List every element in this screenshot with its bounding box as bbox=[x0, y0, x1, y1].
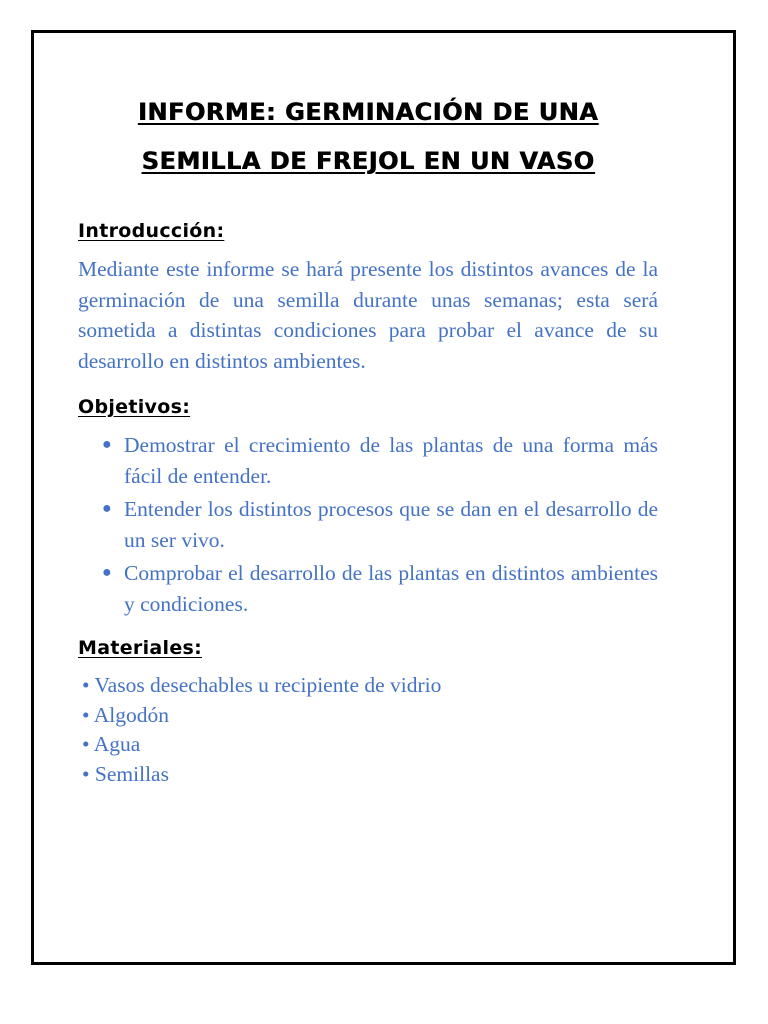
document-body bbox=[78, 66, 658, 789]
heading-objetivos: Objetivos: bbox=[78, 396, 191, 418]
bullet-icon: ● bbox=[102, 500, 112, 517]
bullet-icon: ● bbox=[102, 564, 112, 581]
objetivo-text: Comprobar el desarrollo de las plantas en distintos ambientes y condiciones. bbox=[124, 561, 658, 616]
document-title bbox=[78, 88, 658, 186]
objetivo-text: Demostrar el crecimiento de las plantas de una forma más fácil de entender. bbox=[124, 433, 658, 488]
heading-introduccion: Introducción: bbox=[78, 220, 225, 242]
objetivo-text: Entender los distintos procesos que se dan en el desarrollo de un ser vivo. bbox=[124, 497, 658, 552]
list-item: • Semillas bbox=[82, 761, 169, 786]
list-item bbox=[102, 430, 658, 491]
list-item bbox=[102, 494, 658, 555]
bullet-icon: ● bbox=[102, 436, 112, 453]
list-item: • Vasos desechables u recipiente de vidrio bbox=[82, 673, 442, 697]
list-item: • Agua bbox=[82, 732, 141, 756]
materiales-list bbox=[78, 671, 658, 789]
list-item: • Algodón bbox=[82, 702, 169, 727]
objetivos-list bbox=[78, 430, 658, 619]
title-line-2: SEMILLA DE FREJOL EN UN VASO bbox=[141, 147, 595, 175]
heading-materiales: Materiales: bbox=[78, 637, 203, 659]
list-item bbox=[102, 558, 658, 619]
title-line-1: INFORME: GERMINACIÓN DE UNA bbox=[137, 98, 599, 126]
introduccion-text: Mediante este informe se hará presente los distintos avances de la germinación de una semilla durante unas semanas; esta será sometida a distintas condiciones para probar el avance de su desarrollo en distintos ambientes. bbox=[78, 257, 658, 373]
